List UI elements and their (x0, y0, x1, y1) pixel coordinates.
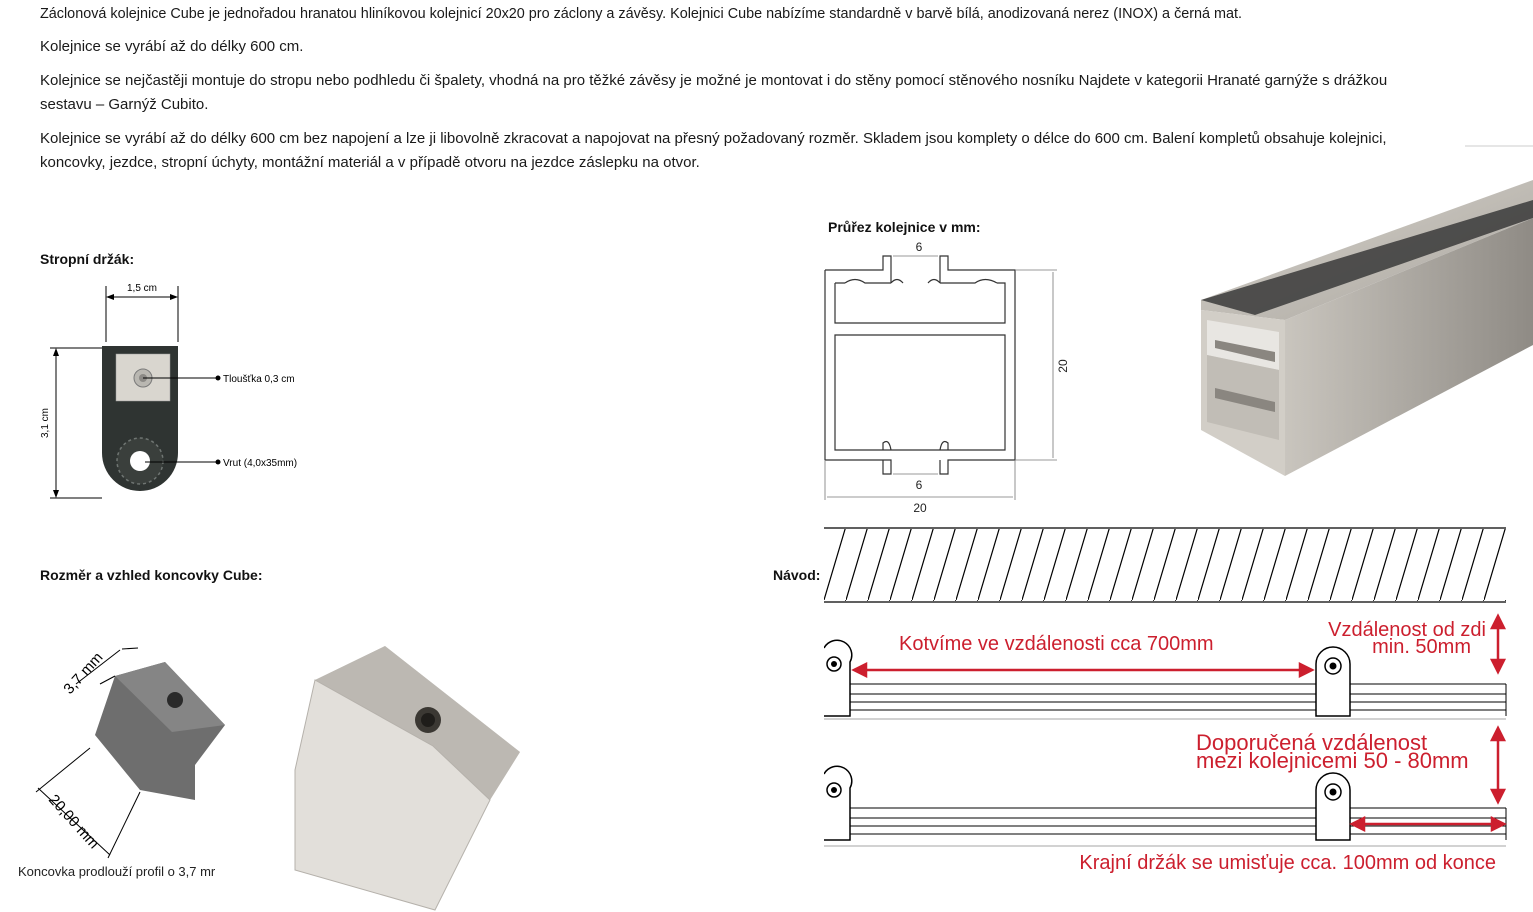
cross-section-width: 20 (913, 501, 927, 515)
cross-section-heading: Průřez kolejnice v mm: (828, 219, 981, 235)
length-paragraph: Kolejnice se vyrábí až do délky 600 cm. (40, 38, 304, 55)
guide-end-bracket: Krajní držák se umisťuje cca. 100mm od konce (1079, 852, 1496, 874)
end-cap-small-dimension: 3,7 mm (60, 649, 107, 698)
package-paragraph: Kolejnice se vyrábí až do délky 600 cm bez napojení a lze ji libovolně zkracovat a napojovat na přesný požadovaný rozměr. Skladem jsou komplety o délce do 600 cm. Balení kompletů obsahuje kolejnici, koncovky, jezdce, stropní úchyty, montážní materiál a v případě otvoru na jezdce záslepku na otvor. (40, 130, 1387, 171)
end-cap-dimension-figure (20, 640, 260, 865)
intro-paragraph: Záclonová kolejnice Cube je jednořadou hranatou hliníkovou kolejnicí 20x20 pro záclony a závěsy. Kolejnici Cube nabízíme standardně v barvě bílá, anodizovaná nerez (INOX) a černá mat. (40, 6, 1243, 22)
end-cap-photo (285, 640, 530, 912)
bracket-thickness-label: Tloušťka 0,3 cm (223, 374, 295, 385)
ceiling-bracket-figure (30, 278, 330, 508)
bracket-width-label: 1,5 cm (126, 283, 158, 294)
bracket-screw-label: Vrut (4,0x35mm) (223, 458, 298, 469)
guide-rail-bottom (824, 766, 1506, 840)
guide-rail-spacing-line2: mezi kolejnicemi 50 - 80mm (1196, 748, 1469, 773)
end-cap-large-dimension: 20,00 mm (45, 791, 103, 853)
cross-section-bottom-gap: 6 (915, 478, 923, 492)
guide-wall-distance-line1: Vzdálenost od zdi (1328, 619, 1486, 641)
bracket-height-label: 3,1 cm (40, 407, 51, 439)
cross-section-top-gap: 6 (915, 240, 923, 254)
mounting-paragraph: Kolejnice se nejčastěji montuje do stropu nebo podhledu či špalety, vhodná na pro těžké závěsy je možné je montovat i do stěny pomocí stěnového nosníku Najdete v kategorii Hranaté garnýže s drážkou sestavu – Garnýž Cubito. (40, 72, 1388, 113)
end-cap-caption: Koncovka prodlouží profil o 3,7 mr (18, 864, 216, 879)
rail-cross-section-figure (815, 238, 1085, 520)
guide-anchor-distance: Kotvíme ve vzdálenosti cca 700mm (899, 633, 1214, 655)
end-cap-heading: Rozměr a vzhled koncovky Cube: (40, 567, 263, 583)
guide-heading: Návod: (773, 567, 821, 583)
rail-photo (1195, 140, 1533, 480)
bracket-heading: Stropní držák: (40, 251, 135, 267)
guide-rail-spacing-line1: Doporučená vzdálenost (1196, 730, 1428, 755)
installation-guide-figure (824, 526, 1508, 882)
guide-wall-distance-line2: min. 50mm (1372, 636, 1471, 658)
cross-section-height: 20 (1056, 359, 1070, 373)
